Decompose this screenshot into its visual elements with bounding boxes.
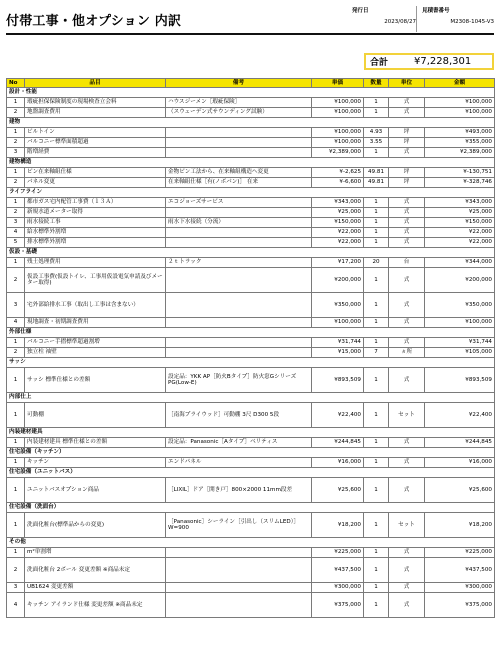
quote-number-label: 見積書番号	[422, 8, 450, 14]
cell-note: ハウスジーメン［瑕疵保険］	[166, 98, 312, 108]
cell-unit: 式	[389, 98, 425, 108]
table-row	[7, 128, 495, 138]
section-title: 設計・性能	[7, 88, 495, 98]
cell-unit: 式	[389, 593, 425, 618]
section-title: 外部仕様	[7, 328, 495, 338]
cell-note: エンドパネル	[166, 458, 312, 468]
cell-qty: 1	[364, 228, 389, 238]
cell-qty: 1	[364, 513, 389, 538]
table-row	[7, 293, 495, 318]
cell-qty: 1	[364, 548, 389, 558]
cell-unit: 式	[389, 208, 425, 218]
cell-qty: 1	[364, 108, 389, 118]
cell-note: 設定品：YKK AP［防火Bタイプ］防火窓Gシリーズ PG(Low-E)	[166, 368, 312, 393]
table-row	[7, 198, 495, 208]
cell-note: （スウェーデン式サウンディング試験）	[166, 108, 312, 118]
table-row	[7, 138, 495, 148]
cell-note: ［Panasonic］シーライン［引出し（スリムLED）］W=900	[166, 513, 312, 538]
cell-item: 雨水接続工事	[25, 218, 166, 228]
cell-unit: 式	[389, 478, 425, 503]
table-row	[7, 238, 495, 248]
cell-item: 排水標準外割増	[25, 238, 166, 248]
table-row	[7, 338, 495, 348]
cell-item: 階増経費	[25, 148, 166, 158]
header-amount: 金額	[425, 79, 495, 88]
cell-qty: 49.81	[364, 178, 389, 188]
cell-no: 2	[7, 138, 25, 148]
cell-qty: 1	[364, 268, 389, 293]
table-row	[7, 478, 495, 503]
cell-note	[166, 548, 312, 558]
table-row	[7, 318, 495, 328]
cell-no: 3	[7, 218, 25, 228]
table-row	[7, 108, 495, 118]
cell-price: ¥893,509	[312, 368, 364, 393]
page-title: 付帯工事・他オプション 内訳	[6, 14, 182, 29]
cell-amount: ¥437,500	[425, 558, 495, 583]
cell-no: 1	[7, 338, 25, 348]
cell-item: パネル変更	[25, 178, 166, 188]
cell-item: 内装建材建具 標準仕様との差額	[25, 438, 166, 448]
cell-price: ¥244,845	[312, 438, 364, 448]
cell-unit: 式	[389, 293, 425, 318]
cell-qty: 1	[364, 218, 389, 228]
cell-unit: 式	[389, 548, 425, 558]
table-row	[7, 403, 495, 428]
cell-amount: ¥22,000	[425, 238, 495, 248]
section-header-row	[7, 88, 495, 98]
section-header-row	[7, 393, 495, 403]
cell-item: 宅外部給排水工事（取出し工事は含まない）	[25, 293, 166, 318]
quote-number-cell	[422, 6, 494, 32]
cell-no: 4	[7, 318, 25, 328]
cell-note: ［南海プライウッド］可動棚 3尺 D300 5段	[166, 403, 312, 428]
cell-item: m²単割増	[25, 548, 166, 558]
cell-amount: ¥-328,746	[425, 178, 495, 188]
cell-amount: ¥-130,751	[425, 168, 495, 178]
section-title: 内装建材建具	[7, 428, 495, 438]
table-row	[7, 98, 495, 108]
cell-item: 新規水道メーター取得	[25, 208, 166, 218]
cell-amount: ¥100,000	[425, 108, 495, 118]
cell-no: 1	[7, 258, 25, 268]
cell-no: 1	[7, 198, 25, 208]
cell-qty: 1	[364, 403, 389, 428]
cell-item: ユニットバスオプション商品	[25, 478, 166, 503]
cell-note	[166, 228, 312, 238]
cell-note: 在来軸組仕様［有(ノボパン)］ 在来	[166, 178, 312, 188]
cell-unit: 式	[389, 228, 425, 238]
cell-item: 仮設工事費(仮設トイレ、工事用仮設電気申請及びメーター取得)	[25, 268, 166, 293]
cell-note	[166, 208, 312, 218]
table-row	[7, 438, 495, 448]
cell-unit: 式	[389, 458, 425, 468]
cell-unit: 台	[389, 258, 425, 268]
cell-unit: 坪	[389, 178, 425, 188]
section-title: 住宅設備（洗面台）	[7, 503, 495, 513]
cell-price: ¥100,000	[312, 138, 364, 148]
cell-note	[166, 148, 312, 158]
table-row	[7, 268, 495, 293]
cell-price: ¥100,000	[312, 98, 364, 108]
cell-amount: ¥343,000	[425, 198, 495, 208]
cell-qty: 1	[364, 148, 389, 158]
cell-amount: ¥375,000	[425, 593, 495, 618]
section-header-row	[7, 468, 495, 478]
table-row	[7, 348, 495, 358]
cell-no: 2	[7, 558, 25, 583]
table-row	[7, 368, 495, 393]
cell-item: UB1624 変更差額	[25, 583, 166, 593]
section-title: 住宅設備（キッチン）	[7, 448, 495, 458]
cell-price: ¥17,200	[312, 258, 364, 268]
cell-note	[166, 338, 312, 348]
header-qty: 数量	[364, 79, 389, 88]
cell-qty: 3.55	[364, 138, 389, 148]
cell-amount: ¥355,000	[425, 138, 495, 148]
cell-item: ビルトイン	[25, 128, 166, 138]
cell-unit: 式	[389, 238, 425, 248]
cell-note	[166, 268, 312, 293]
section-title: 仮設・基礎	[7, 248, 495, 258]
cell-no: 2	[7, 208, 25, 218]
cell-no: 3	[7, 293, 25, 318]
cell-item: キッチン アイランド仕様 変更差額 ※商品未定	[25, 593, 166, 618]
cell-note	[166, 238, 312, 248]
cell-amount: ¥22,000	[425, 228, 495, 238]
header-unit: 単位	[389, 79, 425, 88]
cell-unit: セット	[389, 403, 425, 428]
cell-qty: 1	[364, 368, 389, 393]
cell-qty: 1	[364, 98, 389, 108]
cell-price: ¥31,744	[312, 338, 364, 348]
cell-price: ¥150,000	[312, 218, 364, 228]
cell-qty: 1	[364, 583, 389, 593]
cell-qty: 1	[364, 198, 389, 208]
section-header-row	[7, 188, 495, 198]
cell-item: 給水標準外割増	[25, 228, 166, 238]
cell-price: ¥2,389,000	[312, 148, 364, 158]
cell-note	[166, 348, 312, 358]
cell-no: 4	[7, 593, 25, 618]
cell-amount: ¥22,400	[425, 403, 495, 428]
cell-amount: ¥150,000	[425, 218, 495, 228]
cell-no: 1	[7, 168, 25, 178]
section-title: 建物	[7, 118, 495, 128]
cell-no: 1	[7, 513, 25, 538]
table-row	[7, 548, 495, 558]
cell-unit: 式	[389, 368, 425, 393]
cell-no: 3	[7, 148, 25, 158]
cell-note	[166, 558, 312, 583]
cell-unit: 式	[389, 108, 425, 118]
table-row	[7, 168, 495, 178]
cell-no: 1	[7, 128, 25, 138]
cell-no: 1	[7, 548, 25, 558]
cell-amount: ¥31,744	[425, 338, 495, 348]
cell-price: ¥22,000	[312, 228, 364, 238]
cell-amount: ¥200,000	[425, 268, 495, 293]
table-row	[7, 218, 495, 228]
cell-price: ¥200,000	[312, 268, 364, 293]
cell-amount: ¥100,000	[425, 98, 495, 108]
cell-no: 2	[7, 108, 25, 118]
table-row	[7, 228, 495, 238]
table-row	[7, 558, 495, 583]
cell-qty: 1	[364, 208, 389, 218]
header-item: 品目	[25, 79, 166, 88]
cell-price: ¥100,000	[312, 128, 364, 138]
cell-price: ¥100,000	[312, 318, 364, 328]
cell-note	[166, 128, 312, 138]
section-header-row	[7, 538, 495, 548]
cell-amount: ¥244,845	[425, 438, 495, 448]
total-box	[364, 53, 494, 70]
section-header-row	[7, 358, 495, 368]
section-header-row	[7, 248, 495, 258]
total-label: 合計	[370, 58, 389, 68]
cell-no: 1	[7, 478, 25, 503]
section-header-row	[7, 158, 495, 168]
cell-unit: ヵ所	[389, 348, 425, 358]
cell-price: ¥343,000	[312, 198, 364, 208]
header-no: No	[7, 79, 25, 88]
table-header-row	[7, 79, 495, 88]
cell-item: バルコニー手摺標準超過割増	[25, 338, 166, 348]
section-header-row	[7, 448, 495, 458]
cell-amount: ¥25,600	[425, 478, 495, 503]
cell-unit: 坪	[389, 138, 425, 148]
cell-price: ¥25,600	[312, 478, 364, 503]
section-title: その他	[7, 538, 495, 548]
cell-unit: 式	[389, 558, 425, 583]
cell-note	[166, 293, 312, 318]
cell-price: ¥225,000	[312, 548, 364, 558]
section-header-row	[7, 118, 495, 128]
header-note: 備考	[166, 79, 312, 88]
cell-price: ¥15,000	[312, 348, 364, 358]
cell-note: ２ｔトラック	[166, 258, 312, 268]
cell-item: 可動棚	[25, 403, 166, 428]
items-table	[6, 78, 495, 618]
cell-unit: 式	[389, 218, 425, 228]
cell-no: 3	[7, 583, 25, 593]
title-underline	[6, 33, 494, 35]
cell-no: 1	[7, 98, 25, 108]
header-price: 単価	[312, 79, 364, 88]
cell-item: バルコニー標準面積超過	[25, 138, 166, 148]
table-row	[7, 208, 495, 218]
cell-note: エコジョーズサービス	[166, 198, 312, 208]
cell-note	[166, 583, 312, 593]
cell-no: 2	[7, 178, 25, 188]
cell-no: 1	[7, 403, 25, 428]
cell-item: ピン在来軸組仕様	[25, 168, 166, 178]
cell-note: 設定品：Panasonic［Aタイプ］ベリティス	[166, 438, 312, 448]
cell-qty: 1	[364, 458, 389, 468]
cell-amount: ¥16,000	[425, 458, 495, 468]
cell-qty: 1	[364, 593, 389, 618]
cell-qty: 7	[364, 348, 389, 358]
cell-item: キッチン	[25, 458, 166, 468]
cell-price: ¥18,200	[312, 513, 364, 538]
cell-amount: ¥105,000	[425, 348, 495, 358]
cell-item: 独立柱 袖壁	[25, 348, 166, 358]
cell-qty: 1	[364, 478, 389, 503]
cell-price: ¥375,000	[312, 593, 364, 618]
cell-amount: ¥18,200	[425, 513, 495, 538]
cell-item: サッシ 標準仕様との差額	[25, 368, 166, 393]
cell-note: 金物ピン工法から、在来軸組構造へ変更	[166, 168, 312, 178]
section-title: サッシ	[7, 358, 495, 368]
cell-unit: セット	[389, 513, 425, 538]
section-title: 建物構造	[7, 158, 495, 168]
cell-amount: ¥300,000	[425, 583, 495, 593]
cell-amount: ¥344,000	[425, 258, 495, 268]
cell-amount: ¥893,509	[425, 368, 495, 393]
section-title: 内部仕上	[7, 393, 495, 403]
cell-note: 雨水下水接続（分流）	[166, 218, 312, 228]
cell-unit: 式	[389, 338, 425, 348]
cell-no: 5	[7, 238, 25, 248]
cell-price: ¥22,000	[312, 238, 364, 248]
cell-amount: ¥225,000	[425, 548, 495, 558]
cell-amount: ¥100,000	[425, 318, 495, 328]
cell-price: ¥300,000	[312, 583, 364, 593]
section-title: 住宅設備（ユニットバス）	[7, 468, 495, 478]
cell-unit: 式	[389, 148, 425, 158]
cell-price: ¥-2,625	[312, 168, 364, 178]
cell-no: 2	[7, 348, 25, 358]
cell-no: 1	[7, 368, 25, 393]
cell-amount: ¥493,000	[425, 128, 495, 138]
table-row	[7, 458, 495, 468]
cell-unit: 式	[389, 268, 425, 293]
section-header-row	[7, 503, 495, 513]
cell-qty: 1	[364, 338, 389, 348]
quote-number: M2308-1045-V3	[450, 19, 494, 25]
cell-qty: 20	[364, 258, 389, 268]
cell-note	[166, 318, 312, 328]
section-header-row	[7, 428, 495, 438]
cell-note	[166, 138, 312, 148]
issue-date-label: 発行日	[352, 8, 369, 14]
cell-item: 洗面化粧台(標準品からの変更)	[25, 513, 166, 538]
cell-qty: 1	[364, 238, 389, 248]
cell-qty: 1	[364, 293, 389, 318]
cell-qty: 1	[364, 558, 389, 583]
cell-price: ¥-6,600	[312, 178, 364, 188]
cell-unit: 坪	[389, 128, 425, 138]
items-body	[7, 88, 495, 618]
cell-no: 1	[7, 458, 25, 468]
issue-date: 2023/08/27	[384, 19, 416, 25]
cell-price: ¥22,400	[312, 403, 364, 428]
cell-item: 地盤調査費用	[25, 108, 166, 118]
cell-item: 残土処理費用	[25, 258, 166, 268]
cell-price: ¥16,000	[312, 458, 364, 468]
cell-unit: 式	[389, 583, 425, 593]
section-title: ライフライン	[7, 188, 495, 198]
cell-item: 瑕疵担保保険制度の現場検査立会料	[25, 98, 166, 108]
cell-item: 現地調査・初期調査費用	[25, 318, 166, 328]
cell-unit: 式	[389, 198, 425, 208]
cell-no: 1	[7, 438, 25, 448]
cell-amount: ¥350,000	[425, 293, 495, 318]
table-row	[7, 513, 495, 538]
cell-unit: 式	[389, 438, 425, 448]
cell-item: 洗面化粧台 2ボール 変更差額 ※商品未定	[25, 558, 166, 583]
total-value: ¥7,228,301	[414, 56, 472, 67]
cell-qty: 1	[364, 318, 389, 328]
cell-no: 2	[7, 268, 25, 293]
issue-date-cell	[352, 6, 417, 32]
section-header-row	[7, 328, 495, 338]
issue-info	[352, 6, 494, 32]
cell-unit: 式	[389, 318, 425, 328]
cell-qty: 4.93	[364, 128, 389, 138]
table-row	[7, 178, 495, 188]
cell-qty: 49.81	[364, 168, 389, 178]
cell-qty: 1	[364, 438, 389, 448]
cell-price: ¥350,000	[312, 293, 364, 318]
table-row	[7, 593, 495, 618]
cell-item: 都市ガス宅内配管工事費（１３Ａ）	[25, 198, 166, 208]
table-row	[7, 583, 495, 593]
cell-no: 4	[7, 228, 25, 238]
cell-amount: ¥2,389,000	[425, 148, 495, 158]
cell-price: ¥437,500	[312, 558, 364, 583]
cell-unit: 坪	[389, 168, 425, 178]
table-row	[7, 258, 495, 268]
cell-note: ［LIXIL］ドア［開き戸］800×2000 11mm段差	[166, 478, 312, 503]
cell-amount: ¥25,000	[425, 208, 495, 218]
cell-price: ¥100,000	[312, 108, 364, 118]
cell-price: ¥25,000	[312, 208, 364, 218]
cell-note	[166, 593, 312, 618]
table-row	[7, 148, 495, 158]
